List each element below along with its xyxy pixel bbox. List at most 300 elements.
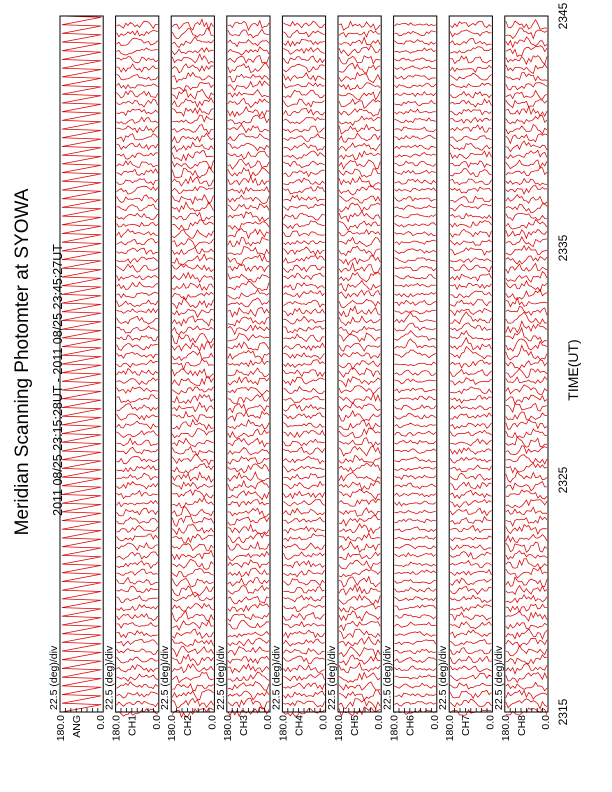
scan-trace [283,291,324,298]
scan-trace [450,561,491,568]
scan-trace [228,290,269,300]
scan-trace [228,500,269,507]
y-min-label: 0.0 [95,715,108,730]
scan-trace [395,170,436,174]
scan-trace [506,507,547,514]
scan-trace [450,125,491,132]
scan-trace [450,439,491,446]
scan-trace [395,475,436,479]
scan-trace [283,360,324,368]
scan-trace [283,508,324,515]
scan-trace [395,370,436,375]
scan-trace [117,38,158,46]
scan-trace [283,241,324,245]
scan-trace [228,308,269,317]
scan-trace [172,359,213,369]
scan-trace [450,92,491,98]
scan-trace [339,611,380,621]
scan-trace [339,108,380,116]
scale-label: 22.5 (deg)/div [270,645,283,710]
time-range-label: 2011 08/25 23:15:28UT - 2011 08/25 23:45:27UT [51,244,65,516]
scan-trace [62,94,101,103]
panel-ch3 [215,16,274,741]
scan-trace [506,150,547,159]
scan-trace [228,377,269,385]
scan-trace [506,256,547,264]
scan-trace [339,211,380,221]
scan-trace [283,552,324,560]
scan-trace [506,204,547,213]
scan-trace [450,612,491,620]
scan-trace [450,413,491,419]
scan-trace [450,229,491,237]
scan-trace [450,552,491,559]
scan-trace [450,586,491,594]
scan-trace [339,463,380,472]
scan-trace [283,439,324,446]
scan-trace [228,464,269,473]
scan-trace [228,187,269,194]
scan-trace [228,420,269,429]
scan-trace [395,693,436,697]
channel-label: CH4 [293,715,306,737]
scan-trace [228,525,269,534]
scan-trace [506,682,547,690]
scan-trace [395,135,436,140]
panel-ch4 [270,16,329,741]
scan-trace [339,73,380,83]
scan-trace [172,594,213,601]
scan-trace [172,239,213,247]
scan-trace [283,500,324,507]
scale-label: 22.5 (deg)/div [48,645,60,710]
scan-trace [228,395,269,404]
scan-trace [62,260,101,269]
scan-trace [283,561,324,568]
scan-trace [117,491,158,499]
scan-trace [283,639,324,646]
scan-trace [228,317,269,326]
panel-stack [48,16,552,741]
scan-trace [283,353,324,359]
scan-trace [172,213,213,221]
scan-trace [339,577,380,587]
scan-trace [339,316,380,325]
scan-trace [283,64,324,72]
scan-trace [62,651,101,660]
scan-trace [117,275,158,280]
x-tick-label: 2315 [556,698,570,726]
scan-trace [395,266,436,270]
scan-trace [506,195,547,204]
scan-trace [450,143,491,150]
scan-trace [62,390,101,399]
scan-trace [62,599,101,608]
scan-trace [172,151,213,161]
scan-trace [117,596,158,603]
scan-trace [339,368,380,377]
scan-trace [117,569,158,575]
scan-trace [283,665,324,672]
scan-trace [228,604,269,612]
scan-trace [283,317,324,325]
scan-trace [172,265,213,272]
scan-trace [395,605,436,610]
scan-trace [506,535,547,543]
scan-trace [172,48,213,55]
scan-trace [506,455,547,464]
scan-trace [450,536,491,541]
scan-trace [172,377,213,386]
scan-trace [283,308,324,316]
scan-trace [117,561,158,569]
scan-trace [506,542,547,552]
scan-trace [62,495,101,504]
scan-trace [172,604,213,612]
scan-traces [339,22,380,716]
scan-trace [117,186,158,194]
scan-trace [228,255,269,265]
scan-trace [339,327,380,335]
scan-traces [172,19,213,717]
scan-trace [395,66,436,70]
scan-trace [283,656,324,664]
scan-trace [395,153,436,158]
scan-trace [395,312,436,323]
scan-trace [228,517,269,525]
scan-trace [62,573,101,582]
scan-trace [172,326,213,335]
scan-trace [450,526,491,533]
scan-trace [395,379,436,384]
scan-trace [172,664,213,673]
scan-trace [228,63,269,72]
scan-trace [506,312,547,324]
scan-trace [62,547,101,556]
scan-trace [172,447,213,456]
scan-trace [172,516,213,527]
scan-trace [172,544,213,551]
scan-trace [395,650,436,654]
scan-trace [339,203,380,212]
scan-trace [506,281,547,292]
scan-trace [450,274,491,281]
scan-trace [228,47,269,55]
scan-trace [172,620,213,630]
scan-trace [339,472,380,481]
panel-ch5 [326,16,385,741]
scan-trace [506,106,547,116]
scan-trace [117,387,158,393]
scan-trace [339,386,380,394]
scan-trace [117,543,158,550]
scan-trace [62,120,101,129]
scan-trace [172,387,213,395]
scan-trace [506,412,547,421]
scan-trace [228,40,269,47]
y-min-label: 0.0 [150,715,163,730]
scan-trace [117,360,158,367]
scan-trace [395,588,436,593]
scan-trace [62,129,101,138]
scan-trace [172,506,213,516]
scan-trace [339,91,380,100]
scan-trace [283,283,324,290]
scan-trace [283,613,324,621]
scan-trace [228,229,269,239]
scan-trace [62,60,101,69]
scan-trace [62,286,101,295]
panel-ch8 [493,16,552,741]
scan-trace [339,629,380,639]
scan-trace [506,369,547,378]
scan-trace [62,234,101,243]
scan-trace [117,631,158,638]
scan-trace [228,107,269,117]
scan-trace [450,605,491,612]
scan-trace [283,674,324,681]
scan-trace [117,404,158,411]
scan-trace [172,699,213,708]
scan-trace [62,112,101,121]
scan-trace [62,268,101,277]
scan-trace [283,195,324,201]
scan-trace [450,83,491,88]
scan-trace [450,187,491,193]
panel-ch6 [382,16,441,741]
scan-trace [117,508,158,516]
scan-trace [228,368,269,377]
scan-trace [117,31,158,37]
scan-trace [172,402,213,411]
scan-trace [117,649,158,655]
scan-trace [283,343,324,350]
scan-trace [339,30,380,37]
scan-trace [506,298,547,307]
scan-trace [228,298,269,307]
scale-label: 22.5 (deg)/div [214,645,227,710]
scan-trace [395,300,436,305]
scan-trace [283,397,324,403]
scan-trace [117,326,158,333]
scan-trace [172,394,213,403]
scan-trace [283,99,324,107]
scan-trace [506,577,547,586]
scan-trace [450,283,491,289]
scan-trace [172,578,213,587]
scan-trace [395,179,436,184]
scan-trace [339,186,380,195]
scan-trace [172,351,213,360]
channel-label: CH5 [349,715,361,737]
scan-trace [62,686,101,695]
scan-trace [117,300,158,307]
scan-trace [62,294,101,303]
scan-trace [395,423,436,428]
scan-trace [62,538,101,547]
scan-trace [117,352,158,358]
scan-trace [506,482,547,491]
scan-trace [62,521,101,530]
scan-trace [228,56,269,63]
scan-trace [228,577,269,586]
scan-trace [339,524,380,534]
scan-trace [172,72,213,82]
scan-trace [395,240,436,245]
scan-trace [172,115,213,123]
scan-trace [339,306,380,316]
scan-trace [62,77,101,86]
scan-trace [283,683,324,689]
scan-trace [339,83,380,90]
scan-trace [450,378,491,385]
scan-trace [395,493,436,497]
scan-trace [228,647,269,656]
scan-trace [506,306,547,315]
y-max-label: 180.0 [444,715,457,742]
scan-trace [395,275,436,279]
scan-trace [506,46,547,57]
scan-trace [62,660,101,669]
scan-trace [506,690,547,699]
scan-trace [117,605,158,611]
channel-label: CH6 [404,715,417,737]
scan-trace [117,623,158,629]
scan-trace [506,220,547,230]
scan-trace [506,623,547,629]
scan-trace [395,388,436,393]
scan-trace [117,395,158,403]
scan-trace [395,553,436,557]
scan-trace [228,177,269,186]
scan-trace [172,639,213,646]
scan-trace [62,408,101,417]
scan-trace [339,281,380,292]
scan-trace [228,638,269,646]
scan-trace [339,569,380,577]
scan-trace [172,64,213,73]
scan-trace [395,83,436,88]
scan-trace [395,75,436,80]
scan-trace [117,482,158,489]
scan-trace [450,300,491,307]
scan-trace [228,151,269,159]
scan-trace [172,464,213,474]
scan-trace [395,597,436,601]
scan-trace [395,640,436,645]
scan-trace [228,533,269,542]
scan-trace [62,695,101,704]
scan-trace [283,404,324,411]
scan-trace [506,604,547,612]
scan-trace [117,586,158,592]
scan-trace [450,500,491,508]
scan-trace [506,339,547,351]
scan-trace [506,525,547,535]
scan-trace [395,483,436,489]
scan-trace [117,335,158,341]
scan-trace [339,116,380,125]
scan-trace [117,161,158,167]
scan-trace [228,143,269,150]
scan-trace [172,89,213,99]
scan-trace [339,56,380,64]
scan-trace [62,86,101,95]
scan-trace [450,56,491,64]
scan-trace [506,420,547,430]
scan-trace [339,394,380,404]
scan-trace [228,457,269,465]
panel-ch1 [104,16,163,741]
scan-trace [339,272,380,282]
scan-trace [172,160,213,169]
scan-trace [228,560,269,568]
scan-traces [395,23,436,715]
scan-trace [450,448,491,454]
scan-trace [117,344,158,351]
scan-trace [506,214,547,221]
scan-trace [283,247,324,255]
scan-trace [228,698,269,708]
scan-trace [117,282,158,290]
scan-trace [62,147,101,156]
scan-trace [62,512,101,521]
scan-trace [62,303,101,312]
scan-trace [395,666,436,671]
scan-trace [450,221,491,227]
scan-trace [339,221,380,230]
scan-trace [283,456,324,463]
scan-trace [339,542,380,553]
scan-trace [283,543,324,550]
scan-trace [450,622,491,629]
channel-label: ANG [71,715,83,738]
y-min-label: 0.0 [428,715,441,730]
scan-trace [228,438,269,447]
scan-trace [228,481,269,491]
scan-trace [506,404,547,413]
scan-trace [395,440,436,444]
scan-trace [339,446,380,456]
scan-trace [339,377,380,387]
scan-trace [62,381,101,390]
y-max-label: 180.0 [55,715,67,742]
scan-trace [283,178,324,185]
scan-trace [450,73,491,80]
scan-trace [283,326,324,333]
scan-trace [228,672,269,681]
scan-trace [450,423,491,429]
scan-trace [395,350,436,358]
scan-trace [506,229,547,238]
scan-trace [506,472,547,483]
scan-trace [228,586,269,595]
scan-trace [339,63,380,73]
scan-trace [172,672,213,682]
scan-trace [228,656,269,663]
scan-trace [339,552,380,559]
scan-trace [395,214,436,218]
scan-traces [506,20,547,716]
scan-trace [283,413,324,419]
scan-trace [450,369,491,376]
scan-trace [228,429,269,438]
scan-trace [506,246,547,255]
scale-label: 22.5 (deg)/div [381,645,394,710]
scan-trace [506,385,547,395]
scan-trace [339,143,380,151]
scan-trace [228,74,269,82]
